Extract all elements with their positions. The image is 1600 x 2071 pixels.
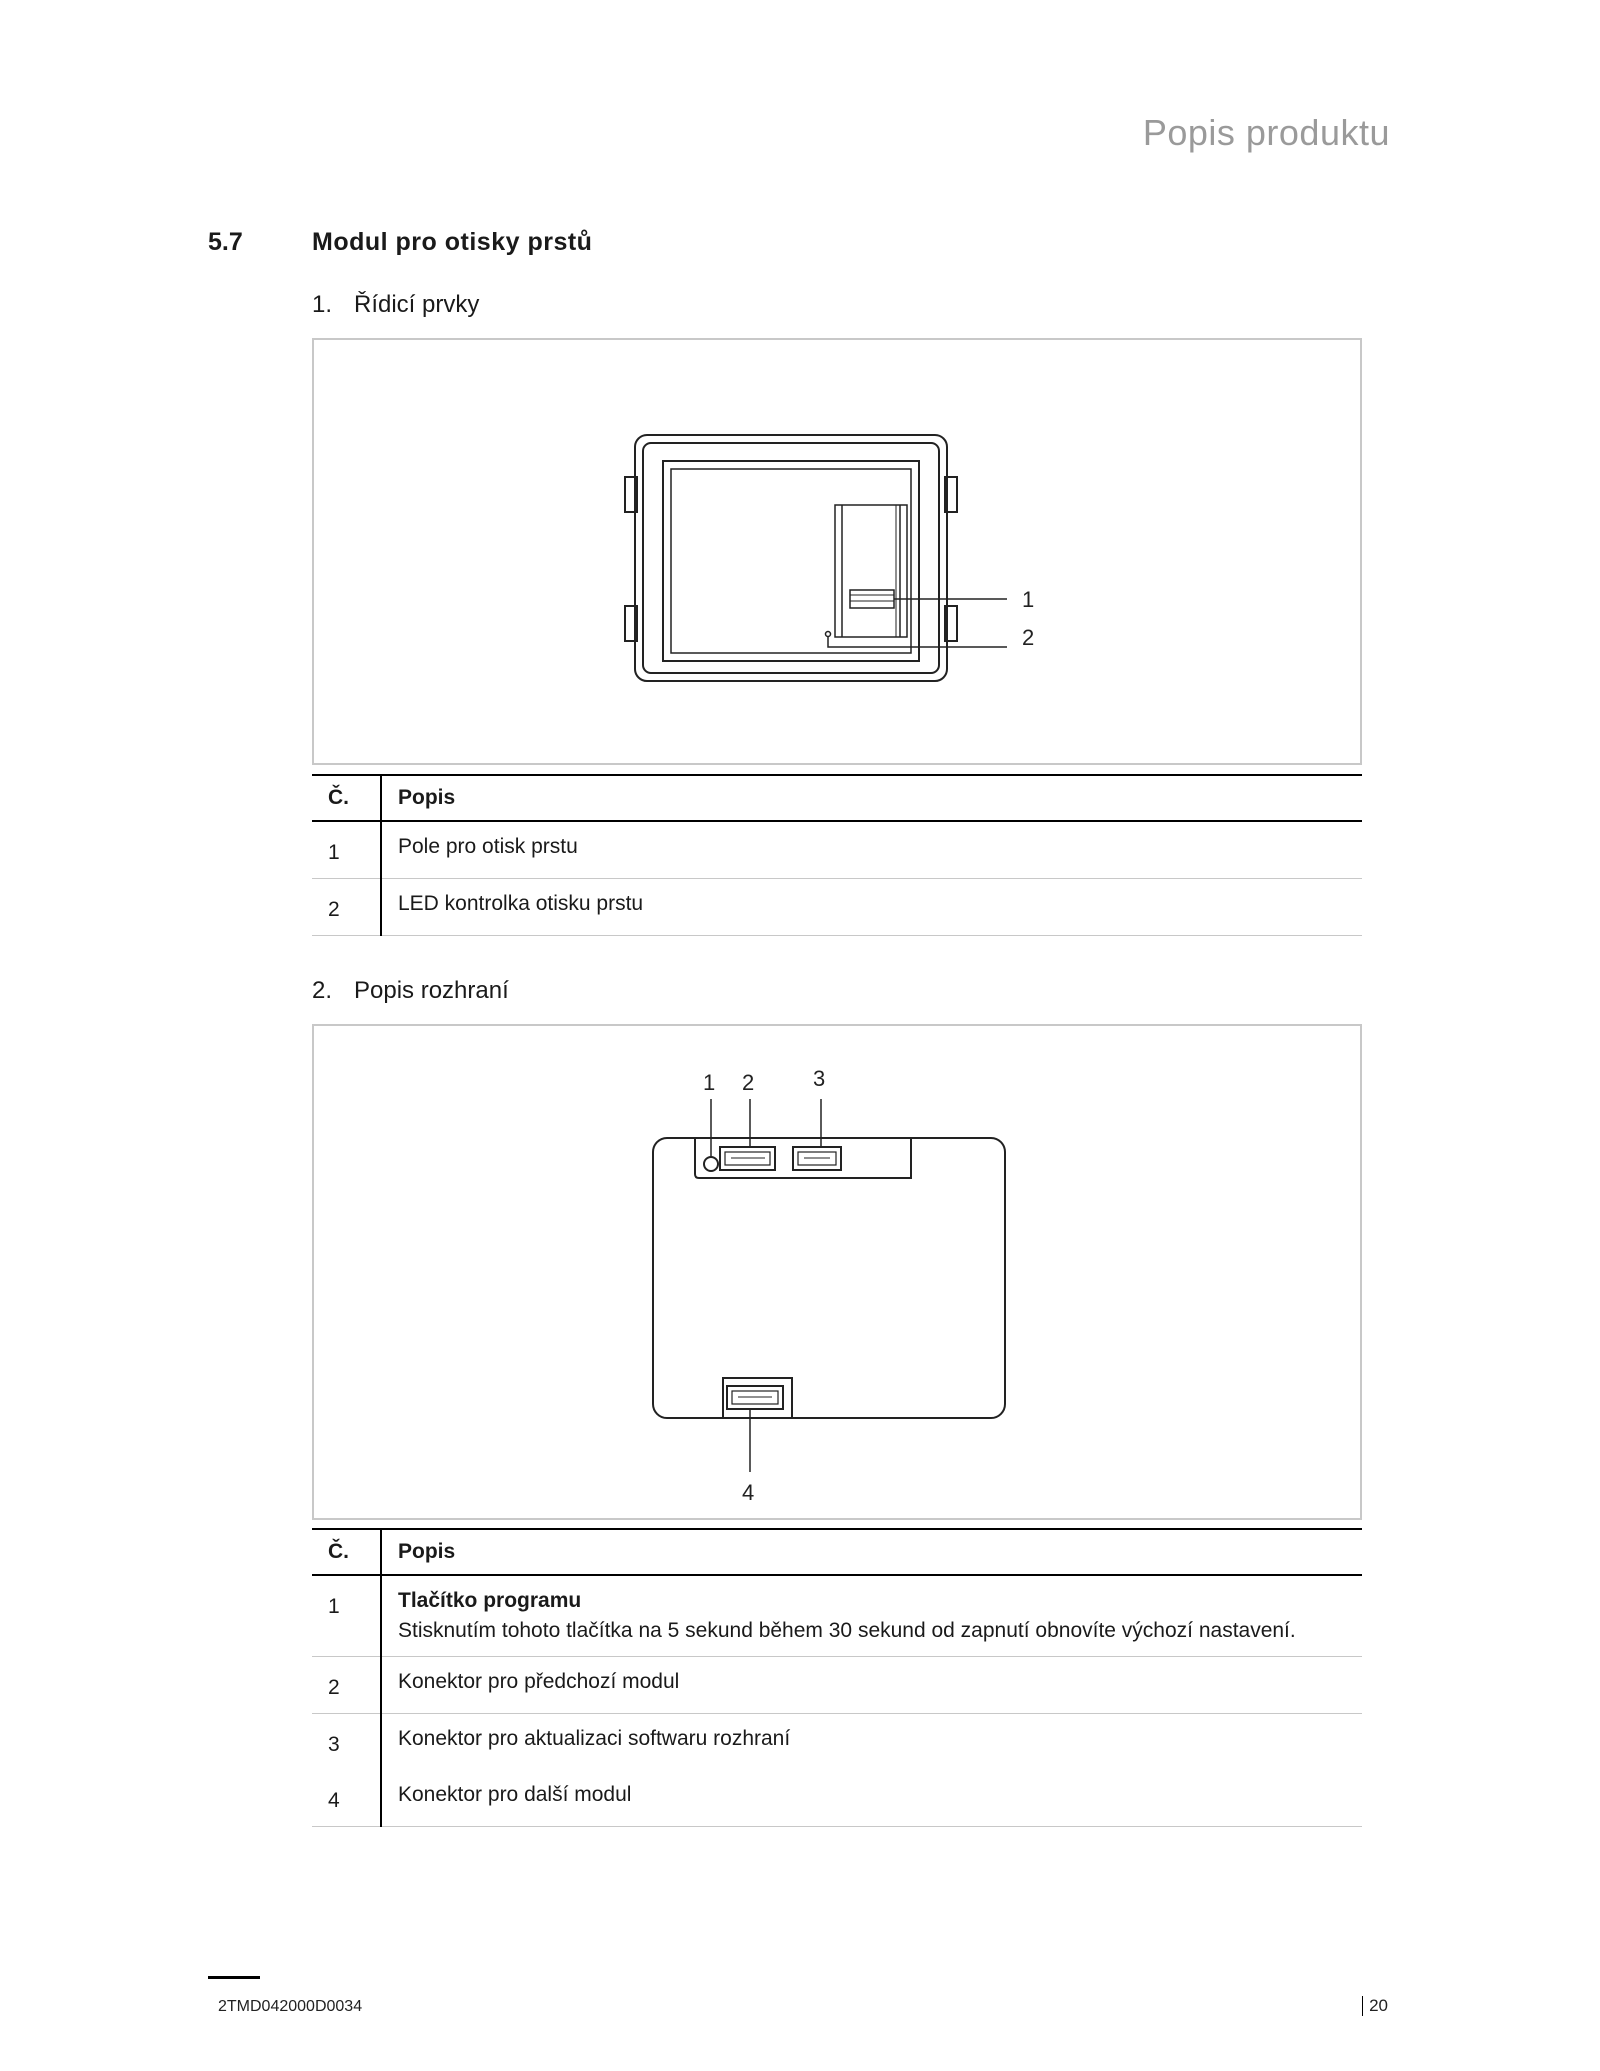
subsection-number: 2.	[312, 977, 333, 1004]
footer-rule	[208, 1976, 260, 1979]
subsection-heading-controls	[312, 291, 479, 319]
chapter-title: Popis produktu	[1142, 112, 1390, 153]
connector-strip	[695, 1138, 911, 1178]
callout-4: 4	[742, 1480, 755, 1505]
subsection-title: Popis rozhraní	[354, 977, 509, 1004]
row-description: Konektor pro další modul	[381, 1770, 1362, 1827]
row-number: 1	[312, 1575, 381, 1657]
callout-2: 2	[742, 1070, 755, 1095]
row-title: Tlačítko programu	[398, 1589, 582, 1612]
legend-table-controls	[312, 774, 1362, 936]
module-front-drawing	[314, 340, 1360, 763]
led-indicator	[826, 632, 831, 637]
callout-1: 1	[703, 1070, 716, 1095]
callout-1: 1	[1022, 587, 1035, 612]
module-interface-drawing	[314, 1026, 1360, 1518]
legend-table-interface	[312, 1528, 1362, 1827]
column-header-number: Č.	[312, 1529, 381, 1575]
subsection-title: Řídicí prvky	[354, 291, 480, 318]
column-header-description: Popis	[381, 775, 1362, 821]
section-title: Modul pro otisky prstů	[312, 228, 593, 256]
table-header-row	[312, 1529, 1362, 1575]
row-description: Konektor pro aktualizaci softwaru rozhraní	[398, 1727, 791, 1750]
column-header-description: Popis	[381, 1529, 1362, 1575]
document-id: 2TMD042000D0034	[218, 1998, 363, 2015]
row-description: Pole pro otisk prstu	[381, 821, 1362, 879]
page-number: 20	[1362, 1996, 1388, 2016]
subsection-heading-interface	[312, 977, 509, 1005]
row-number: 2	[312, 879, 381, 936]
callout-3: 3	[813, 1066, 826, 1091]
row-description: Konektor pro předchozí modul	[381, 1657, 1362, 1714]
row-number: 2	[312, 1657, 381, 1714]
row-number: 1	[312, 821, 381, 879]
table-row	[312, 821, 1362, 879]
program-button	[704, 1157, 718, 1171]
table-row	[312, 1714, 1362, 1771]
row-number: 4	[312, 1770, 381, 1827]
table-header-row	[312, 775, 1362, 821]
fingerprint-field	[850, 590, 894, 608]
figure-module-interface	[312, 1024, 1362, 1520]
connector-next-housing	[723, 1378, 792, 1418]
table-row	[312, 1770, 1362, 1827]
interface-board	[653, 1138, 1005, 1418]
row-description	[381, 1575, 1362, 1657]
section-number: 5.7	[208, 228, 243, 256]
subsection-number: 1.	[312, 291, 333, 318]
column-header-number: Č.	[312, 775, 381, 821]
figure-module-front	[312, 338, 1362, 765]
table-row	[312, 1575, 1362, 1657]
table-row	[312, 879, 1362, 936]
callout-2: 2	[1022, 625, 1035, 650]
row-text: Stisknutím tohoto tlačítka na 5 sekund během 30 sekund od zapnutí obnovíte výchozí nastavení.	[398, 1619, 1296, 1642]
table-row	[312, 1657, 1362, 1714]
row-number: 3	[312, 1714, 381, 1771]
row-description: LED kontrolka otisku prstu	[381, 879, 1362, 936]
